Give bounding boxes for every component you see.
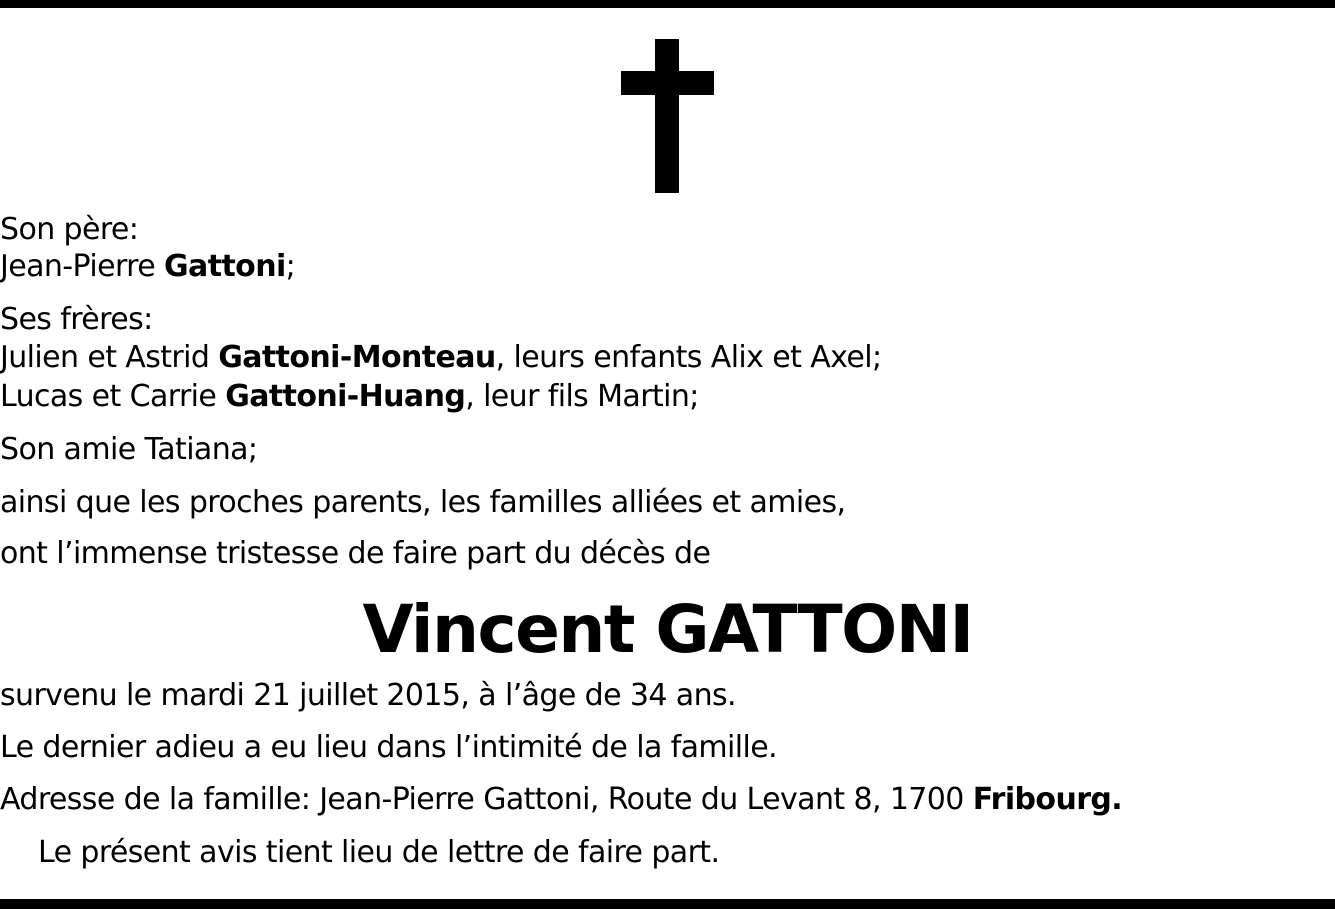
death-date-line: survenu le mardi 21 juillet 2015, à l’âge de 34 ans. (0, 678, 736, 713)
brother-1-rest: , leurs enfants Alix et Axel; (495, 340, 882, 375)
father-line (0, 248, 295, 286)
father-line-end: ; (285, 249, 296, 284)
relatives-line: ainsi que les proches parents, les familles alliées et amies, (0, 485, 846, 520)
father-surname: Gattoni (164, 249, 286, 284)
father-heading: Son père: (0, 212, 139, 247)
friend-line: Son amie Tatiana; (0, 432, 258, 467)
deceased-name: Vincent GATTONI (362, 591, 973, 668)
family-address-text: Adresse de la famille: Jean-Pierre Gattoni, Route du Levant 8, 1700 (0, 782, 973, 817)
brother-1-first-names: Julien et Astrid (0, 340, 219, 375)
family-address-line (0, 781, 1122, 819)
family-address-city: Fribourg. (972, 782, 1123, 817)
brother-line-2 (0, 378, 699, 416)
brothers-heading: Ses frères: (0, 302, 153, 337)
father-first-name: Jean-Pierre (0, 249, 165, 284)
announcement-line: ont l’immense tristesse de faire part du décès de (0, 536, 711, 571)
brother-line-1 (0, 339, 881, 377)
farewell-line: Le dernier adieu a eu lieu dans l’intimité de la famille. (0, 730, 778, 765)
bottom-border-rule (0, 899, 1335, 909)
brother-2-first-names: Lucas et Carrie (0, 379, 226, 414)
brother-2-surname: Gattoni-Huang (225, 379, 466, 414)
brother-2-rest: , leur fils Martin; (465, 379, 699, 414)
brother-1-surname: Gattoni-Monteau (218, 340, 496, 375)
latin-cross-icon (621, 39, 714, 193)
notice-line: Le présent avis tient lieu de lettre de faire part. (38, 835, 720, 870)
top-border-rule (0, 0, 1335, 8)
